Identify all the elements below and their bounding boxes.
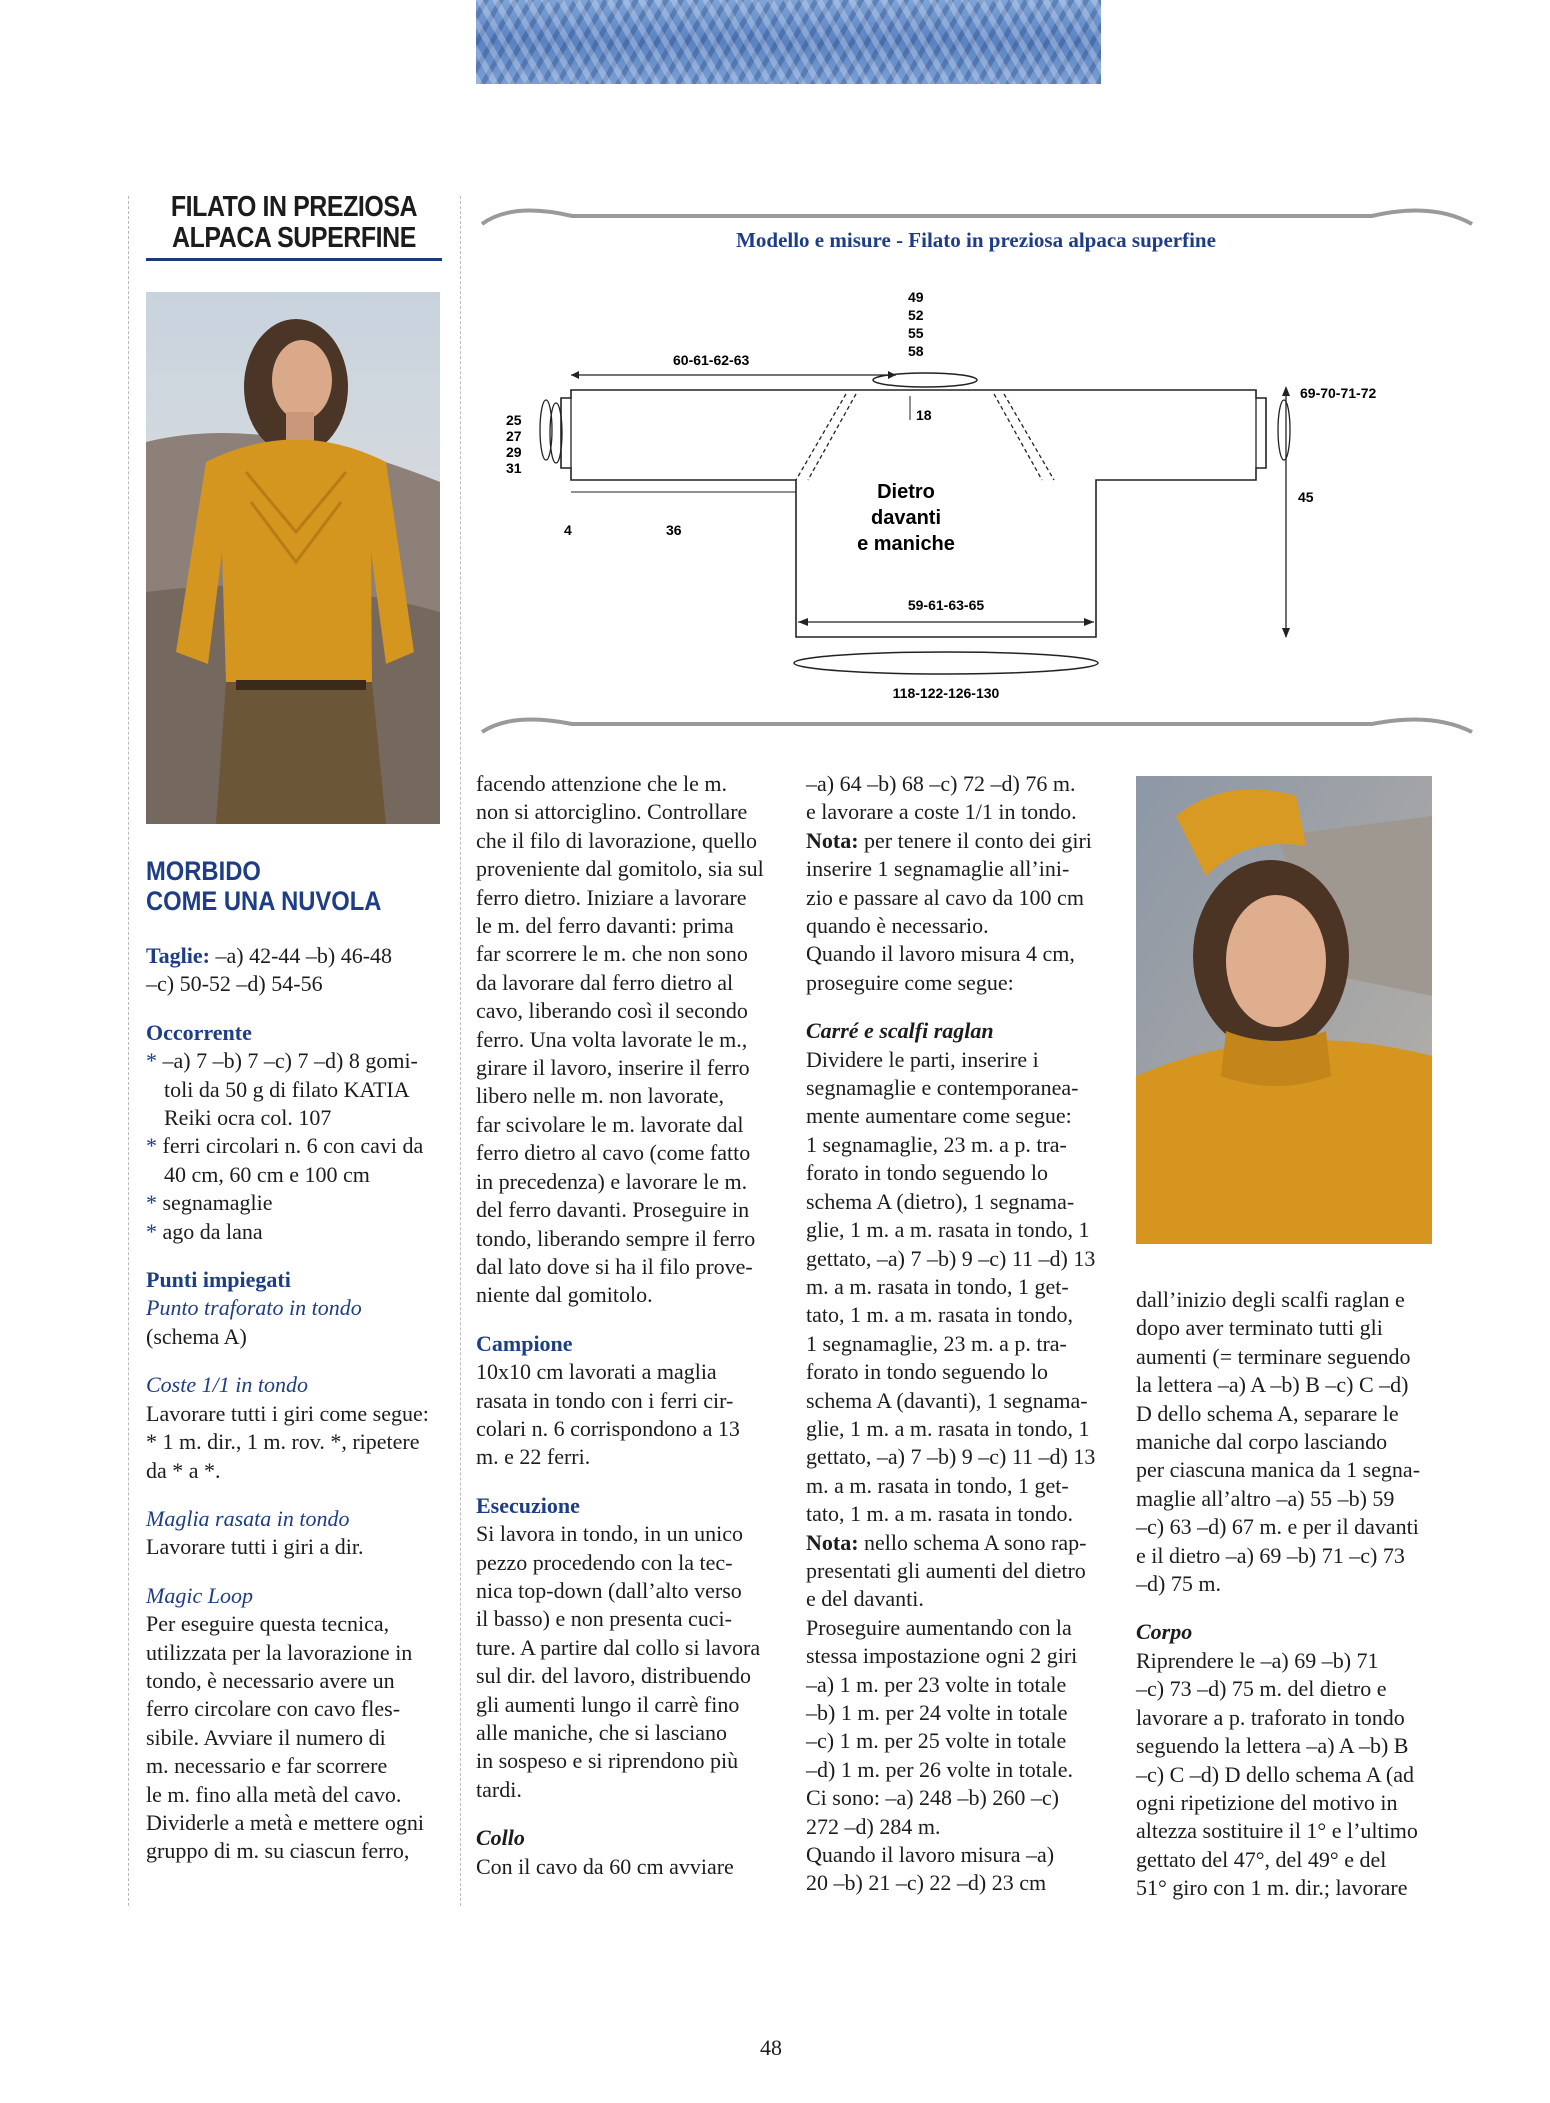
list-item: * segnamaglie [146,1190,273,1216]
cuff-label: 25 [506,412,522,428]
diagram-label: davanti [870,507,942,529]
text-line: –c) C –d) D dello schema A (ad [1136,1761,1414,1787]
diagram-label: e maniche [857,533,955,555]
column-2 [476,770,776,1881]
text-line: tondo, è necessario avere un [146,1667,395,1693]
text-line: 1 segnamaglie, 23 m. a p. tra- [806,1330,1067,1356]
text-line: Dividere le parti, inserire i [806,1046,1039,1072]
text-line: –c) 73 –d) 75 m. del dietro e [1136,1676,1387,1702]
diagram-label: 29 [506,444,522,460]
text-line: proseguire come segue: [806,969,1014,995]
text-line: le m. fino alla metà del cavo. [146,1781,402,1807]
text-line: ferro circolare con cavo fles- [146,1696,401,1722]
text-line: –b) 1 m. per 24 volte in totale [806,1700,1068,1725]
text-line: dopo aver terminato tutti gli [1136,1315,1383,1341]
text-line: Lavorare tutti i giri come segue: [146,1400,429,1426]
text-line: dall’inizio degli scalfi raglan e [1136,1287,1405,1312]
text-line: altezza sostituire il 1° e l’ultimo [1136,1818,1418,1844]
text-line: presentati gli aumenti del dietro [806,1557,1086,1583]
text-line: 51° giro con 1 m. dir.; lavorare [1136,1875,1408,1901]
text-line: m. e 22 ferri. [476,1444,591,1470]
text-line: in precedenza) e lavorare le m. [476,1168,748,1194]
text-line: non si attorciglino. Controllare [476,799,748,825]
diagram-label: 52 [908,307,924,323]
text-line: tato, 1 m. a m. rasata in tondo, [806,1302,1073,1328]
text-line: far scivolare le m. lavorate dal [476,1111,744,1137]
text-line: libero nelle m. non lavorate, [476,1083,725,1109]
magic-loop-heading: Magic Loop [146,1582,253,1608]
text-line: –d) 1 m. per 26 volte in totale. [806,1756,1073,1782]
text-line: del ferro davanti. Proseguire in [476,1197,750,1223]
text-line: maniche dal corpo lasciando [1136,1429,1388,1455]
text-line: D dello schema A, separare le [1136,1400,1399,1426]
body-length-label: 45 [1298,489,1314,505]
text-line: toli da 50 g di filato KATIA [164,1076,410,1102]
column-3 [806,770,1106,1898]
text-line: –d) 75 m. [1136,1571,1221,1597]
text-line: –a) 64 –b) 68 –c) 72 –d) 76 m. [806,771,1076,796]
text-line: Quando il lavoro misura 4 cm, [806,941,1075,967]
neck-width-label: 49 [908,289,924,305]
model-photo-standing [146,292,440,824]
list-item: * ago da lana [146,1218,263,1244]
yarn-swatch-image [476,0,1101,84]
sweater-schematic [476,280,1476,720]
text-line: e lavorare a coste 1/1 in tondo. [806,799,1077,825]
text-line: far scorrere le m. che non sono [476,941,748,967]
text-line: 40 cm, 60 cm e 100 cm [164,1161,370,1187]
text-line: –c) 50-52 –d) 54-56 [146,971,323,997]
text-line: gettato, –a) 7 –b) 9 –c) 11 –d) 13 [806,1444,1096,1470]
text-line: quando è necessario. [806,913,989,939]
text-line: proveniente dal gomitolo, sia sul [476,856,764,882]
corpo-heading: Corpo [1136,1619,1193,1645]
text-line: seguendo la lettera –a) A –b) B [1136,1733,1409,1759]
page-number: 48 [760,2035,782,2060]
nota-label: Nota: [806,827,859,853]
text-line: Lavorare tutti i giri a dir. [146,1534,364,1560]
text-line: Con il cavo da 60 cm avviare [476,1853,734,1879]
text-line: per ciascuna manica da 1 segna- [1136,1457,1421,1483]
upper-arm-label: 69-70-71-72 [1300,385,1377,401]
text-line: schema A (dietro), 1 segnama- [806,1188,1075,1214]
text-line: (schema A) [146,1323,247,1349]
list-item: * –a) 7 –b) 7 –c) 7 –d) 8 gomi- [146,1048,418,1074]
text-line: schema A (davanti), 1 segnama- [806,1387,1088,1413]
text-line: da lavorare dal ferro dietro al [476,969,734,995]
diagram-title: Modello e misure - Filato in preziosa alpaca superfine [736,228,1216,252]
occorrente-heading: Occorrente [146,1019,252,1045]
text-line: e del davanti. [806,1586,924,1612]
body-width-label: 59-61-63-65 [907,597,985,613]
header-title: FILATO IN PREZIOSA ALPACA SUPERFINE [170,191,418,254]
list-item: * ferri circolari n. 6 con cavi da [146,1133,424,1159]
text-line: * 1 m. dir., 1 m. rov. *, ripetere [146,1429,420,1455]
raglan-depth-label: 18 [916,407,932,423]
text-line: ogni ripetizione del motivo in [1136,1789,1398,1815]
text-line: tardi. [476,1776,522,1802]
text-line: Taglie: –a) 42-44 –b) 46-48 [146,943,393,968]
campione-heading: Campione [476,1330,573,1356]
column-guide [128,196,129,1906]
article-subtitle: MORBIDO COME UNA NUVOLA [146,856,382,916]
diagram-label: 58 [908,343,924,359]
text-line: maglie all’altro –a) 55 –b) 59 [1136,1485,1395,1511]
text-line: Riprendere le –a) 69 –b) 71 [1136,1647,1379,1673]
punti-heading: Punti impiegati [146,1267,291,1293]
column-4 [1136,1286,1436,1903]
text-line: tato, 1 m. a m. rasata in tondo. [806,1501,1073,1527]
text-line: mente aumentare come segue: [806,1103,1072,1129]
text-line: la lettera –a) A –b) B –c) C –d) [1136,1372,1409,1398]
text-line: le m. del ferro davanti: prima [476,913,734,939]
text-line: il basso) e non presenta cuci- [476,1606,732,1632]
column-1 [146,856,446,1866]
text-line: gettato del 47°, del 49° e del [1136,1846,1387,1872]
text-line: Nota: per tenere il conto dei giri [806,827,1092,853]
text-line: utilizzata per la lavorazione in [146,1639,413,1665]
text-line: 272 –d) 284 m. [806,1813,941,1839]
column-guide [460,196,461,1906]
text-line: aumenti (= terminare seguendo [1136,1343,1411,1369]
text-line: m. necessario e far scorrere [146,1753,388,1779]
text-line: segnamaglie e contemporanea- [806,1075,1079,1101]
text-line: 1 segnamaglie, 23 m. a p. tra- [806,1131,1067,1157]
nota-label: Nota: [806,1529,859,1555]
text-line: nica top-down (dall’alto verso [476,1577,742,1603]
text-line: inserire 1 segnamaglie all’ini- [806,856,1070,882]
text-line: lavorare a p. traforato in tondo [1136,1704,1405,1730]
text-line: forato in tondo seguendo lo [806,1359,1048,1385]
text-line: in sospeso e si riprendono più [476,1748,739,1774]
text-line: da * a *. [146,1457,221,1483]
text-line: che il filo di lavorazione, quello [476,827,758,853]
text-line: tondo, liberando sempre il ferro [476,1225,756,1251]
sleeve-to-underarm-label: 36 [666,522,682,538]
text-line: pezzo procedendo con la tec- [476,1549,733,1575]
diagram-label: 31 [506,460,522,476]
text-line: Si lavora in tondo, in un unico [476,1521,744,1547]
title-rule [146,258,442,261]
text-line: Nota: nello schema A sono rap- [806,1529,1087,1555]
text-line: girare il lavoro, inserire il ferro [476,1055,750,1081]
text-line: 10x10 cm lavorati a maglia [476,1359,717,1385]
text-line: niente dal gomitolo. [476,1282,653,1308]
text-line: e il dietro –a) 69 –b) 71 –c) 73 [1136,1542,1405,1568]
text-line: gettato, –a) 7 –b) 9 –c) 11 –d) 13 [806,1245,1096,1271]
text-line: sul dir. del lavoro, distribuendo [476,1663,751,1689]
text-line: –a) 1 m. per 23 volte in totale [806,1671,1067,1697]
text-line: m. a m. rasata in tondo, 1 get- [806,1273,1069,1299]
text-line: forato in tondo seguendo lo [806,1160,1048,1186]
text-line: dal lato dove si ha il filo prove- [476,1253,753,1279]
text-line: cavo, liberando così il secondo [476,998,748,1024]
collo-heading: Collo [476,1825,525,1851]
coste-heading: Coste 1/1 in tondo [146,1372,308,1398]
text-line: facendo attenzione che le m. [476,771,728,796]
text-line: zio e passare al cavo da 100 cm [806,884,1084,910]
diagram-label: 27 [506,428,522,444]
text-line: glie, 1 m. a m. rasata in tondo, 1 [806,1415,1090,1441]
model-photo-portrait [1136,776,1432,1244]
text-line: stessa impostazione ogni 2 giri [806,1643,1078,1669]
text-line: colari n. 6 corrispondono a 13 [476,1415,740,1441]
text-line: Proseguire aumentando con la [806,1614,1072,1640]
text-line: ture. A partire dal collo si lavora [476,1634,761,1660]
text-line: Reiki ocra col. 107 [164,1105,332,1131]
text-line: –c) 63 –d) 67 m. e per il davanti [1136,1514,1419,1540]
text-line: sibile. Avviare il numero di [146,1724,386,1750]
maglia-heading: Maglia rasata in tondo [146,1505,350,1531]
text-line: m. a m. rasata in tondo, 1 get- [806,1472,1069,1498]
text-line: 20 –b) 21 –c) 22 –d) 23 cm [806,1870,1047,1896]
text-line: Dividerle a metà e mettere ogni [146,1809,424,1835]
text-line: gli aumenti lungo il carrè fino [476,1691,740,1717]
piece-label: Dietro [877,481,935,503]
text-line: ferro dietro. Iniziare a lavorare [476,884,747,910]
text-line: ferro dietro al cavo (come fatto [476,1140,751,1166]
text-line: Ci sono: –a) 248 –b) 260 –c) [806,1785,1059,1811]
text-line: alle maniche, che si lasciano [476,1720,728,1745]
text-line: Per eseguire questa tecnica, [146,1611,390,1637]
taglie-label: Taglie: [146,943,210,968]
text-line: –c) 1 m. per 25 volte in totale [806,1728,1067,1754]
hem-circumference-label: 118-122-126-130 [892,685,1000,701]
carre-heading: Carré e scalfi raglan [806,1018,994,1044]
text-line: Punto traforato in tondo [146,1295,362,1321]
rib-cuff-label: 4 [564,522,572,538]
text-line: gruppo di m. su ciascun ferro, [146,1838,410,1864]
diagram-label: 55 [908,325,924,341]
sleeve-length-label: 60-61-62-63 [673,352,750,368]
text-line: Quando il lavoro misura –a) [806,1842,1055,1868]
text-line: rasata in tondo con i ferri cir- [476,1387,734,1413]
text-line: glie, 1 m. a m. rasata in tondo, 1 [806,1217,1090,1243]
text-line: ferro. Una volta lavorate le m., [476,1026,748,1052]
esecuzione-heading: Esecuzione [476,1492,580,1518]
